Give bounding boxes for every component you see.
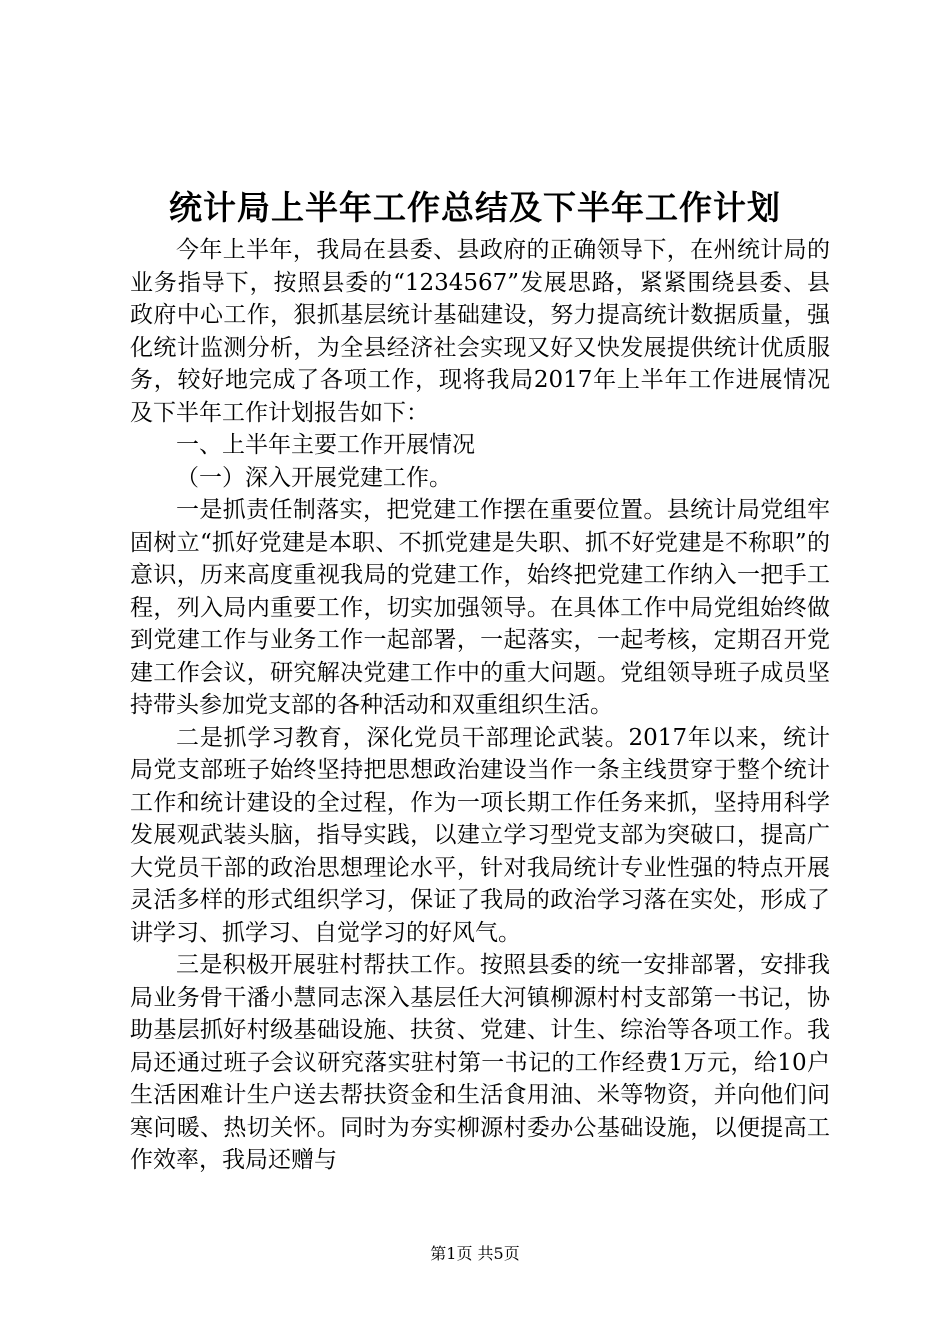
paragraph-item-3: 三是积极开展驻村帮扶工作。按照县委的统一安排部署，安排我局业务骨干潘小慧同志深入基层任大河镇柳源村村支部第一书记，协助基层抓好村级基础设施、扶贫、党建、计生、综治等各项工作。我局还通过班子会议研究落实驻村第一书记的工作经费1万元，给10户生活困难计生户送去帮扶资金和生活食用油、米等物资，并向他们问寒问暖、热切关怀。同时为夯实柳源村委办公基础设施，以便提高工作效率，我局还赠与 bbox=[130, 952, 830, 1173]
document-title: 统计局上半年工作总结及下半年工作计划 bbox=[169, 188, 781, 227]
paragraph-item-1: 一是抓责任制落实，把党建工作摆在重要位置。县统计局党组牢固树立“抓好党建是本职、不抓党建是失职、抓不好党建是不称职”的意识，历来高度重视我局的党建工作，始终把党建工作纳入一把手工程，列入局内重要工作，切实加强领导。在具体工作中局党组始终做到党建工作与业务工作一起部署，一起落实，一起考核，定期召开党建工作会议，研究解决党建工作中的重大问题。党组领导班子成员坚持带头参加党支部的各种活动和双重组织生活。 bbox=[130, 497, 830, 718]
paragraph-item-2: 二是抓学习教育，深化党员干部理论武装。2017年以来，统计局党支部班子始终坚持把思想政治建设当作一条主线贯穿于整个统计工作和统计建设的全过程，作为一项长期工作任务来抓，坚持用科学发展观武装头脑，指导实践，以建立学习型党支部为突破口，提高广大党员干部的政治思想理论水平，针对我局统计专业性强的特点开展灵活多样的形式组织学习，保证了我局的政治学习落在实处，形成了讲学习、抓学习、自觉学习的好风气。 bbox=[130, 724, 830, 946]
subsection-heading: （一）深入开展党建工作。 bbox=[176, 464, 452, 491]
page-footer: 第1页 共5页 bbox=[430, 1244, 520, 1263]
section-heading: 一、上半年主要工作开展情况 bbox=[176, 432, 475, 458]
paragraph-intro: 今年上半年，我局在县委、县政府的正确领导下，在州统计局的业务指导下，按照县委的“1234567”发展思路，紧紧围绕县委、县政府中心工作，狠抓基层统计基础建设，努力提高统计数据质量，强化统计监测分析，为全县经济社会实现又好又快发展提供统计优质服务，较好地完成了各项工作，现将我局2017年上半年工作进展情况及下半年工作计划报告如下： bbox=[130, 237, 830, 426]
document-body bbox=[130, 234, 830, 1177]
